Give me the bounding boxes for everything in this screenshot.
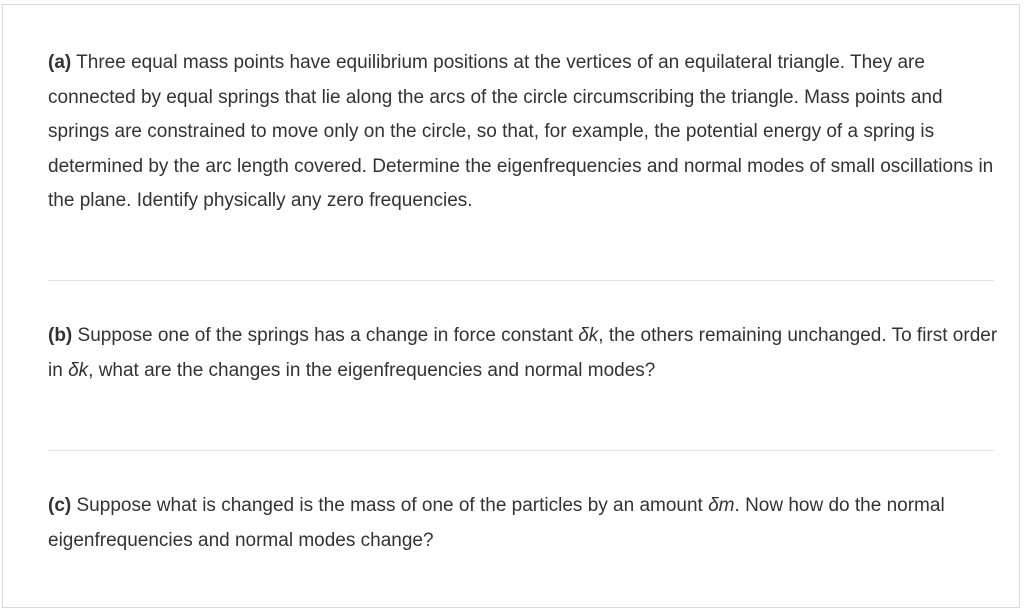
part-b-paragraph (48, 319, 998, 388)
section-divider (48, 280, 994, 281)
delta-k-symbol: δk (578, 325, 599, 346)
part-c-text-1: Suppose what is changed is the mass of one of the particles by an amount (71, 495, 709, 516)
part-c-paragraph (48, 489, 998, 558)
part-b-text-3: , what are the changes in the eigenfrequencies and normal modes? (88, 359, 656, 381)
part-a-paragraph (48, 46, 998, 219)
part-c-label: (c) (48, 495, 72, 516)
part-a-label: (a) (48, 52, 72, 73)
delta-m-symbol: δm (708, 495, 735, 516)
delta-k-symbol: δk (68, 359, 89, 381)
part-a-text: Three equal mass points have equilibrium positions at the vertices of an equilateral triangle. They are connected by equal springs that lie along the arcs of the circle circumscribing the triangle. Mass points and springs are constrained to move only on the circle, so that, for example, the potential energy of a spring is determined by the arc length covered. Determine the eigenfrequencies and normal modes of small oscillations in the plane. Identify physically any zero frequencies. (48, 52, 994, 211)
part-b-text-1: Suppose one of the springs has a change in force constant (72, 325, 579, 346)
part-b-text-2: , the others remaining unchanged. To first order in (48, 325, 998, 381)
part-c-text-2: . Now how do the normal eigenfrequencies and normal modes change? (48, 495, 945, 551)
part-b-label: (b) (48, 325, 73, 346)
section-divider (48, 450, 994, 451)
